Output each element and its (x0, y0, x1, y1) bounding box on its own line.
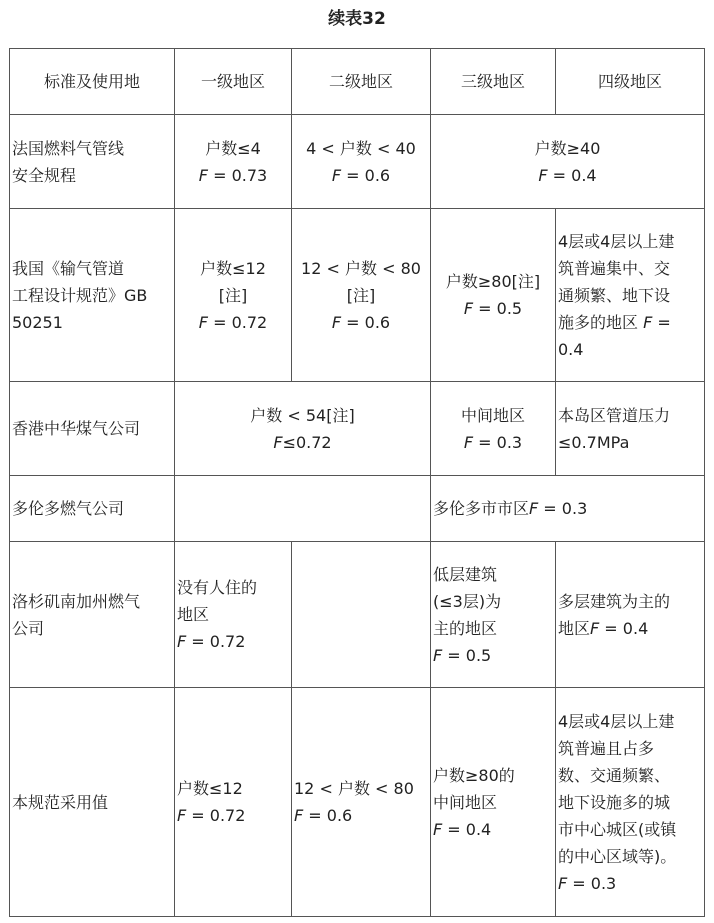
cell-china-gb-class-2: 12 < 户数 < 80 [注] F = 0.6 (292, 209, 431, 382)
table-row-toronto (10, 476, 705, 542)
header-row (10, 49, 705, 115)
header-class-4: 四级地区 (556, 49, 705, 115)
row-label-hongkong: 香港中华煤气公司 (10, 382, 175, 476)
table-row-hongkong (10, 382, 705, 476)
cell-china-gb-class-4: 4层或4层以上建 筑普遍集中、交 通频繁、地下设 施多的地区 F = 0.4 (556, 209, 705, 382)
header-class-1: 一级地区 (175, 49, 292, 115)
cell-france-class-2: 4 < 户数 < 40 F = 0.6 (292, 115, 431, 209)
cell-hongkong-class-4: 本岛区管道压力 ≤0.7MPa (556, 382, 705, 476)
header-class-2: 二级地区 (292, 49, 431, 115)
row-label-toronto: 多伦多燃气公司 (10, 476, 175, 542)
cell-this-code-class-1: 户数≤12 F = 0.72 (175, 688, 292, 917)
table-row-this-code (10, 688, 705, 917)
cell-this-code-class-3: 户数≥80的 中间地区 F = 0.4 (431, 688, 556, 917)
cell-toronto-class-1-2 (175, 476, 431, 542)
cell-china-gb-class-3: 户数≥80[注] F = 0.5 (431, 209, 556, 382)
row-label-china-gb: 我国《输气管道 工程设计规范》GB 50251 (10, 209, 175, 382)
table-title: 续表32 (328, 9, 386, 29)
cell-la-class-2 (292, 542, 431, 688)
classification-table (9, 48, 705, 917)
header-standard: 标准及使用地 (10, 49, 175, 115)
cell-this-code-class-2: 12 < 户数 < 80 F = 0.6 (292, 688, 431, 917)
cell-la-class-3: 低层建筑 (≤3层)为 主的地区 F = 0.5 (431, 542, 556, 688)
row-label-la: 洛杉矶南加州燃气 公司 (10, 542, 175, 688)
table-row-china-gb (10, 209, 705, 382)
cell-china-gb-class-1: 户数≤12 [注] F = 0.72 (175, 209, 292, 382)
cell-la-class-1: 没有人住的 地区 F = 0.72 (175, 542, 292, 688)
table-row-france (10, 115, 705, 209)
cell-france-class-1: 户数≤4 F = 0.73 (175, 115, 292, 209)
row-label-this-code: 本规范采用值 (10, 688, 175, 917)
cell-france-class-3-4: 户数≥40 F = 0.4 (431, 115, 705, 209)
table-row-la (10, 542, 705, 688)
row-label-france: 法国燃料气管线 安全规程 (10, 115, 175, 209)
header-class-3: 三级地区 (431, 49, 556, 115)
cell-this-code-class-4: 4层或4层以上建 筑普遍且占多 数、交通频繁、 地下设施多的城 市中心城区(或镇 的中心区域等)。 F = 0.3 (556, 688, 705, 917)
cell-la-class-4: 多层建筑为主的 地区F = 0.4 (556, 542, 705, 688)
cell-hongkong-class-1-2: 户数 < 54[注] F≤0.72 (175, 382, 431, 476)
cell-hongkong-class-3: 中间地区 F = 0.3 (431, 382, 556, 476)
cell-toronto-class-3-4: 多伦多市市区F = 0.3 (431, 476, 705, 542)
